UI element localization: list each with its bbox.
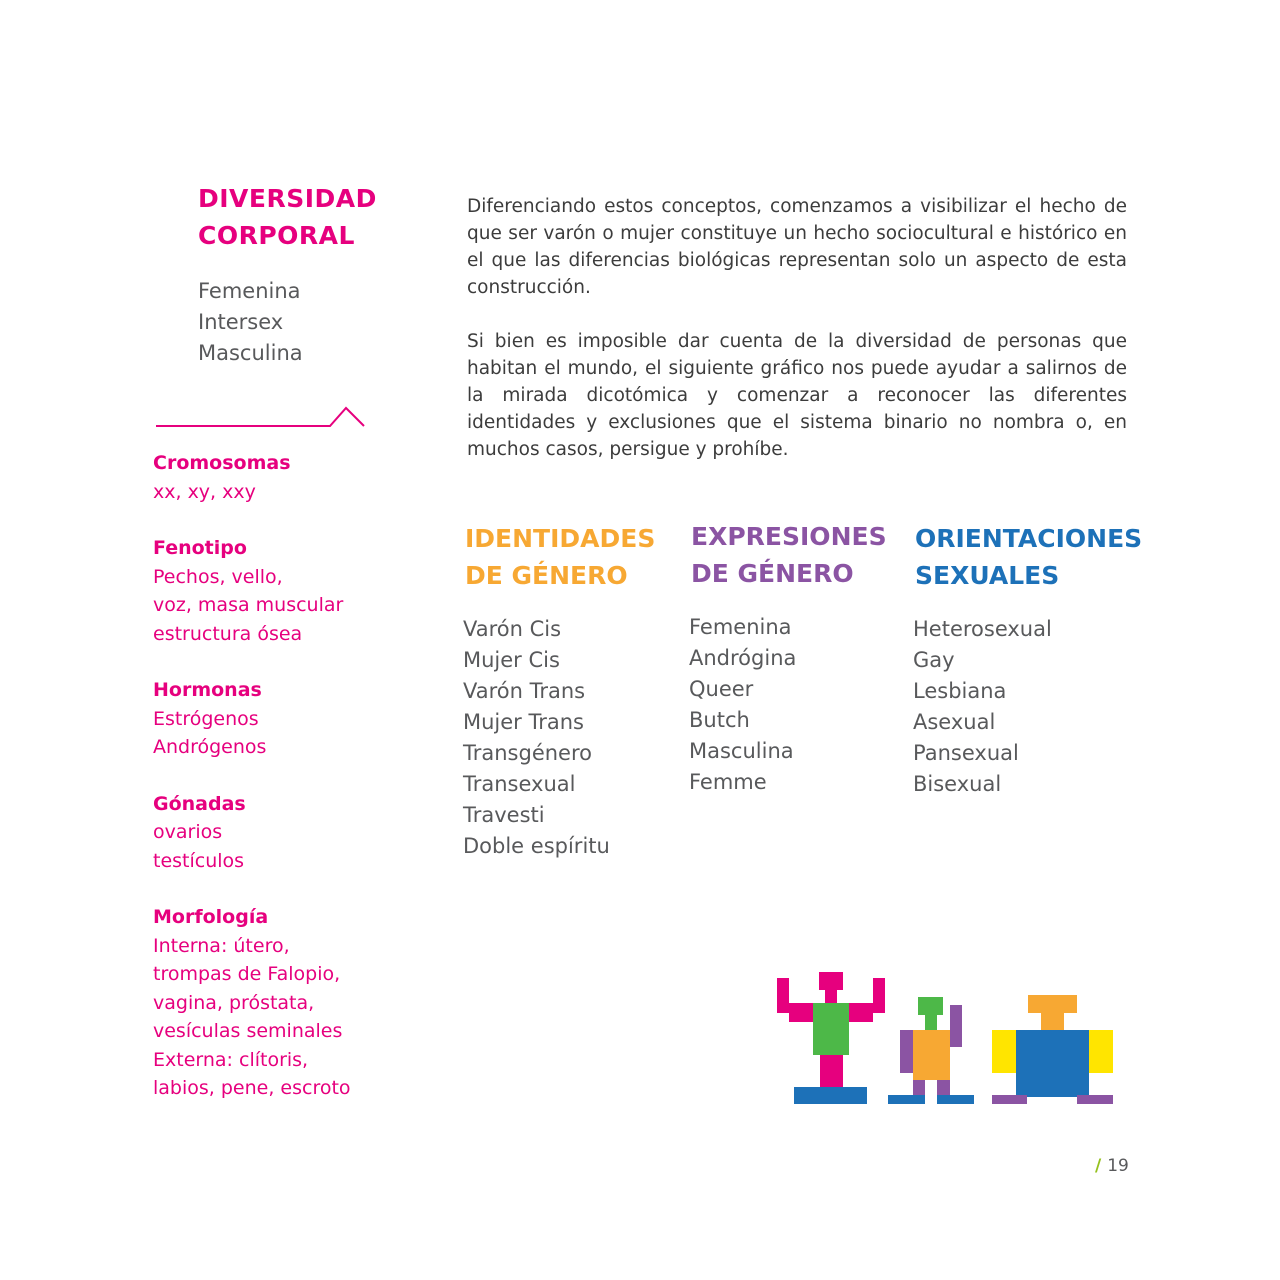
group-title: Morfología [153, 906, 269, 928]
group-line: estructura ósea [153, 622, 303, 645]
group-line: vagina, próstata, [153, 991, 315, 1014]
group-line: testículos [153, 849, 245, 872]
list-item: Butch [689, 708, 750, 732]
list-item: Pansexual [913, 741, 1019, 765]
list-item: Bisexual [913, 772, 1002, 796]
group-line: Interna: útero, [153, 934, 290, 957]
list-item: Intersex [198, 310, 284, 334]
title-line: SEXUALES [915, 561, 1060, 590]
list-item: Heterosexual [913, 617, 1052, 641]
lego-figure-3 [992, 995, 1113, 1104]
title-line: EXPRESIONES [691, 522, 887, 551]
group-line: voz, masa muscular [153, 594, 344, 616]
group-title: Gónadas [153, 792, 246, 815]
list-item: Mujer Trans [463, 710, 584, 734]
title-line: DIVERSIDAD [198, 184, 377, 213]
group-line: Estrógenos [153, 707, 259, 730]
list-item: Varón Cis [463, 617, 562, 641]
list-item: Femenina [198, 279, 301, 303]
group-line: labios, pene, escroto [153, 1077, 351, 1099]
list-item: Transexual [463, 772, 576, 796]
group-title: Fenotipo [153, 537, 247, 559]
title-line: CORPORAL [198, 221, 355, 250]
group-title: Hormonas [153, 679, 262, 701]
list-item: Masculina [689, 739, 794, 763]
list-item: Asexual [913, 710, 996, 734]
page-number [1095, 1156, 1129, 1176]
list-item: Gay [913, 648, 955, 672]
body-paragraph: Diferenciando estos conceptos, comenzamos a visibilizar el hecho de que ser varón o mujer constituye un hecho sociocultural e histórico en el que las diferencias biológicas representan solo un aspecto de esta construcción. [467, 196, 1127, 298]
list-item: Doble espíritu [463, 834, 610, 858]
list-item: Queer [689, 677, 754, 701]
list-item: Andrógina [689, 646, 797, 670]
group-line: Pechos, vello, [153, 565, 283, 588]
list-item: Travesti [463, 803, 545, 827]
title-line: DE GÉNERO [691, 559, 854, 588]
list-item: Mujer Cis [463, 648, 560, 672]
group-line: ovarios [153, 821, 223, 843]
group-line: vesículas seminales [153, 1020, 343, 1042]
slash-mark: / [1095, 1156, 1102, 1176]
list-item: Transgénero [463, 741, 592, 765]
list-item: Varón Trans [463, 679, 586, 703]
list-item: Masculina [198, 341, 303, 365]
lego-figure-2 [888, 997, 974, 1104]
list-item: Femenina [689, 615, 792, 639]
group-line: Andrógenos [153, 736, 267, 758]
group-line: trompas de Falopio, [153, 963, 341, 985]
title-line: ORIENTACIONES [915, 524, 1143, 553]
page-number-value: 19 [1107, 1156, 1129, 1176]
list-item: Lesbiana [913, 679, 1007, 703]
group-line: Externa: clítoris, [153, 1048, 309, 1071]
group-line: xx, xy, xxy [153, 480, 256, 503]
lego-figure-1 [777, 972, 885, 1104]
list-item: Femme [689, 770, 767, 794]
body-paragraph: Si bien es imposible dar cuenta de la diversidad de personas que habitan el mundo, el siguiente gráfico nos puede ayudar a salirnos de la mirada dicotómica y comenzar a reconocer las diferentes identidades y exclusiones que el sistema binario no nombra o, en muchos casos, persigue y prohíbe. [467, 331, 1127, 460]
title-line: DE GÉNERO [465, 561, 628, 590]
group-title: Cromosomas [153, 452, 291, 474]
title-line: IDENTIDADES [465, 524, 656, 553]
